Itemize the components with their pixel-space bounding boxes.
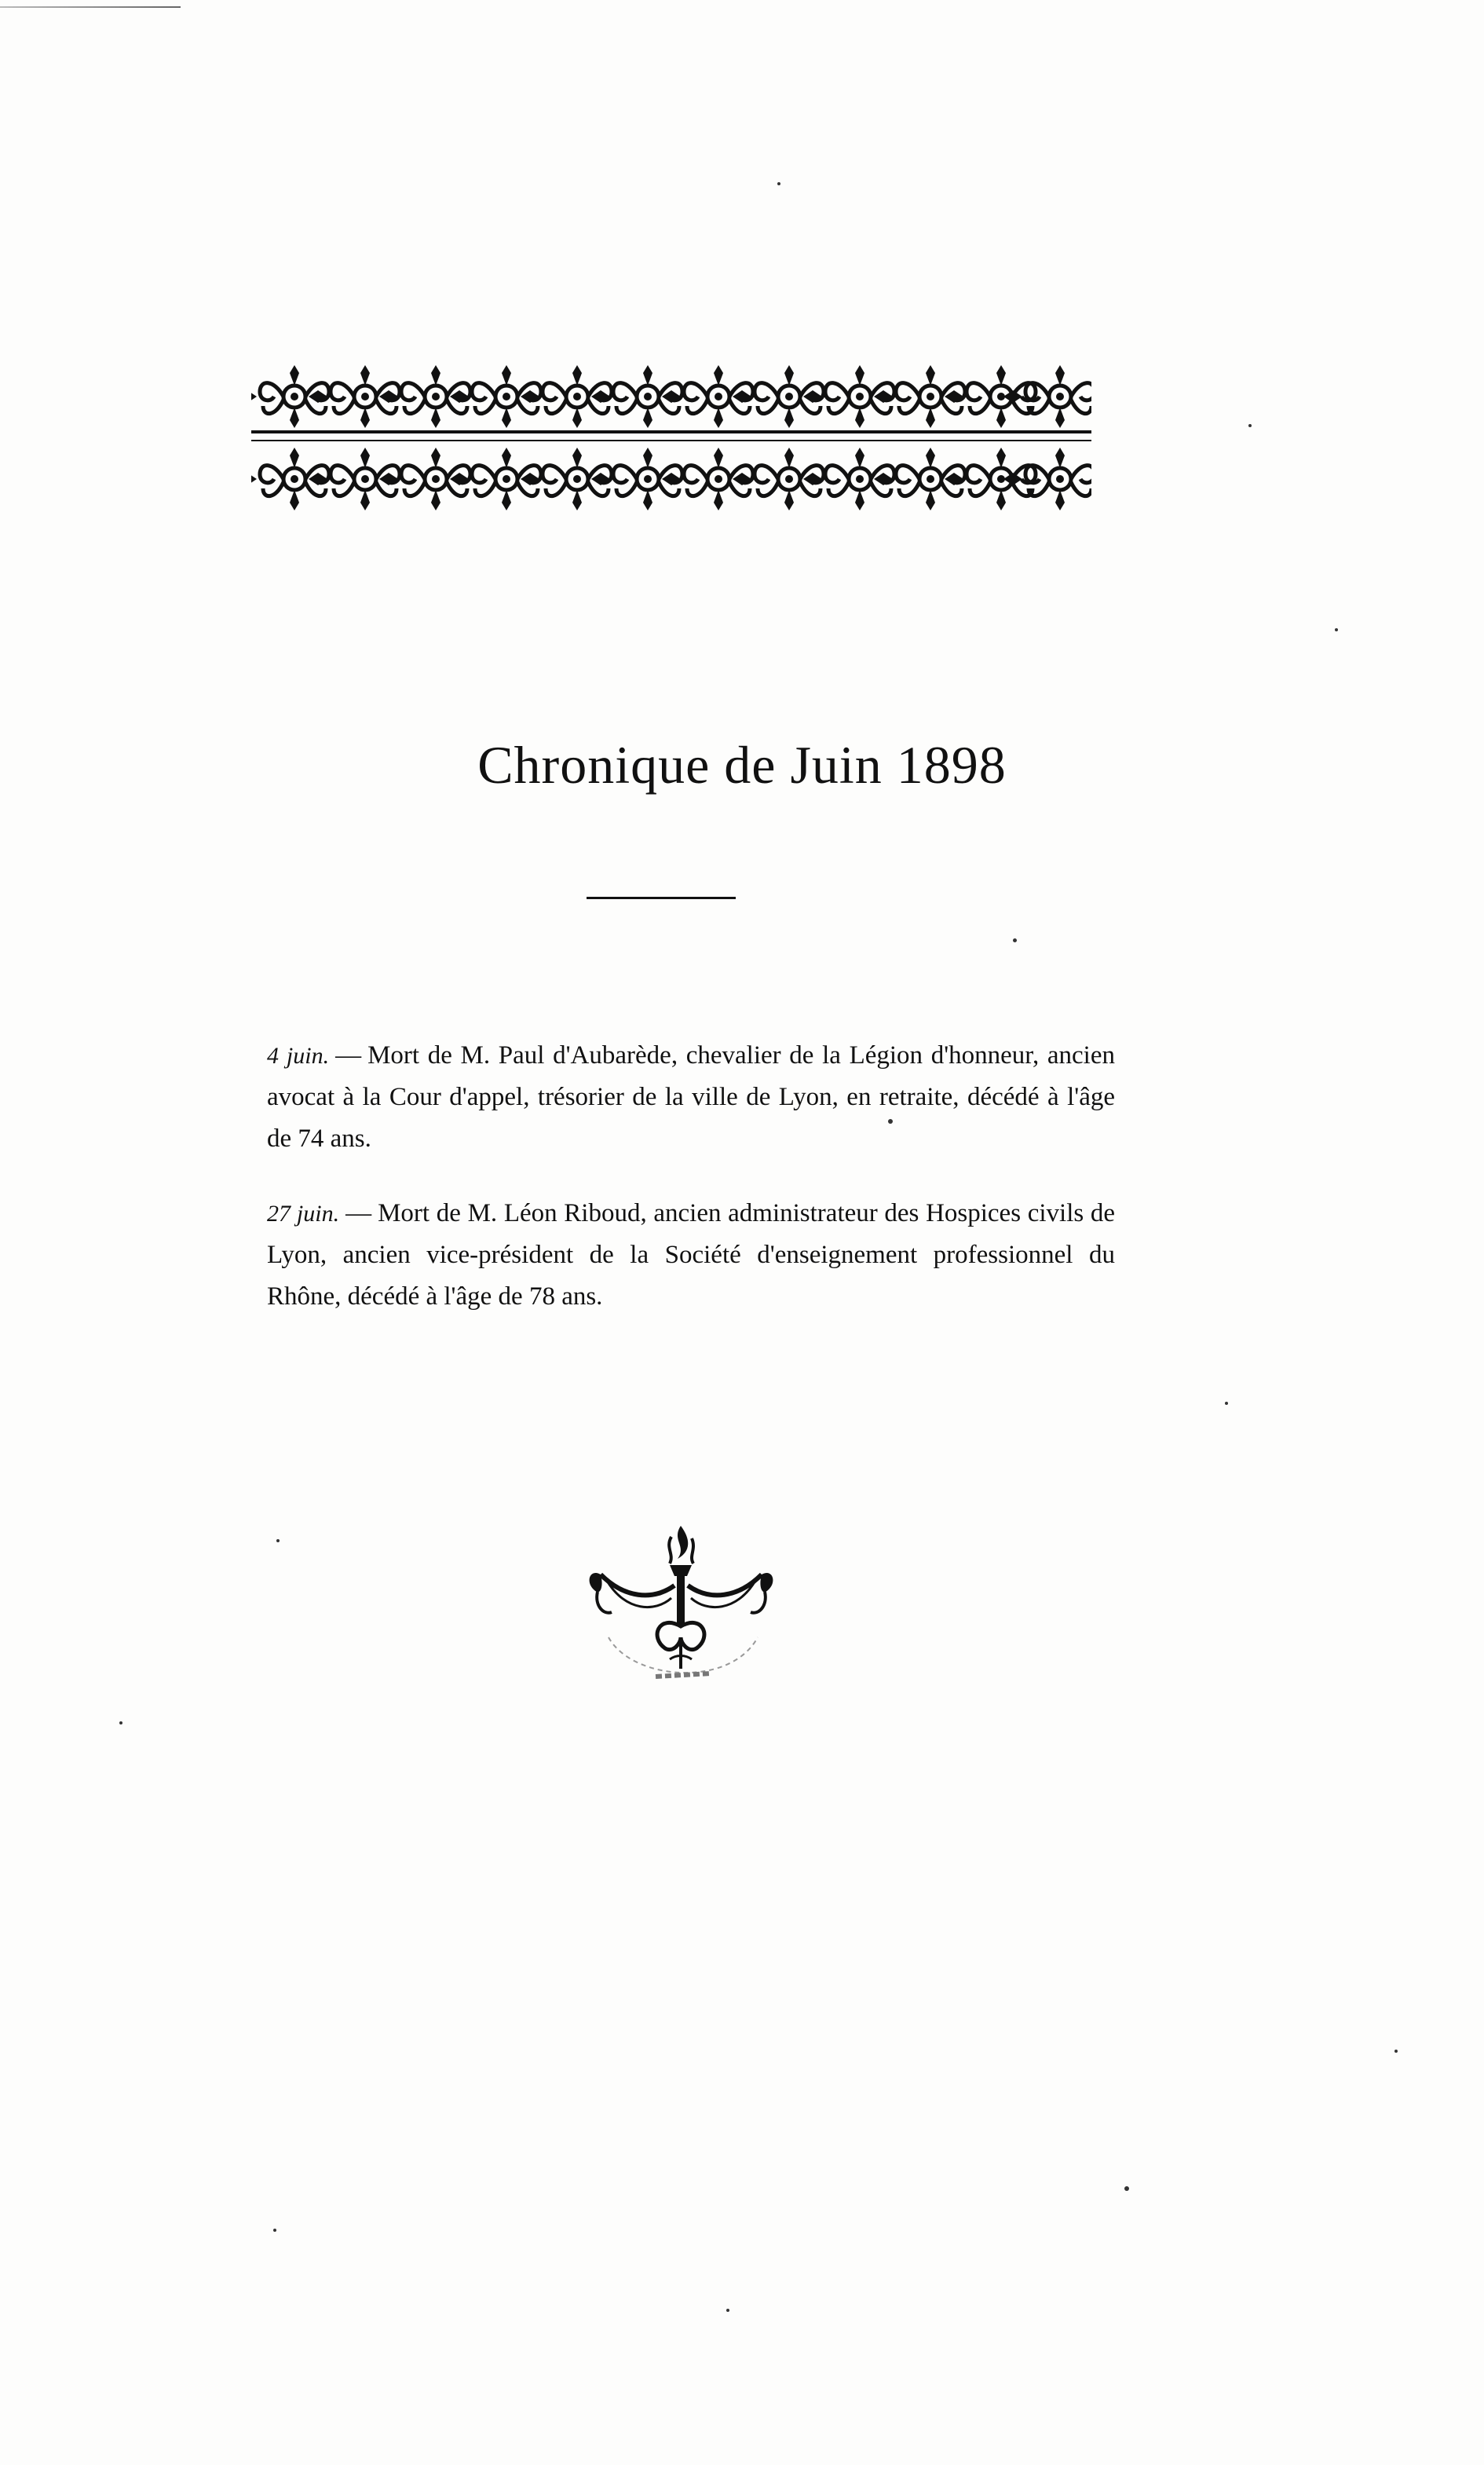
entry-text: Mort de M. Paul d'Aubarède, chevalier de la Légion d'honneur, ancien avocat à la Cour d'appel, trésorier de la ville de Lyon, en retraite, décédé à l'âge de 74 ans. xyxy=(267,1041,1115,1153)
paper-speck xyxy=(1248,424,1252,427)
paper-speck xyxy=(1124,2186,1129,2191)
floral-border-icon xyxy=(251,361,1091,518)
chronicle-entries xyxy=(267,1035,1115,1351)
paper-speck xyxy=(888,1119,893,1124)
chronicle-entry xyxy=(267,1035,1115,1160)
entry-date: 27 juin. xyxy=(267,1201,340,1227)
title-divider xyxy=(587,897,736,899)
chronicle-entry xyxy=(267,1193,1115,1318)
torch-vignette-ornament xyxy=(577,1520,785,1696)
entry-date: 4 juin. xyxy=(267,1043,330,1069)
paper-speck xyxy=(119,1721,122,1724)
paper-speck xyxy=(273,2229,276,2232)
entry-dash: — xyxy=(335,1041,362,1070)
page-title: Chronique de Juin 1898 xyxy=(477,735,1007,795)
paper-speck xyxy=(1013,938,1017,942)
paper-speck xyxy=(777,182,780,185)
paper-speck xyxy=(276,1539,280,1542)
page-edge-mark xyxy=(0,6,181,8)
floral-border-ornament xyxy=(251,361,1091,518)
paper-speck xyxy=(1225,1402,1228,1405)
paper-speck xyxy=(726,2309,729,2312)
paper-speck xyxy=(1335,628,1338,631)
paper-speck xyxy=(1394,2050,1398,2053)
torch-garland-icon xyxy=(577,1520,785,1696)
entry-dash: — xyxy=(345,1199,372,1227)
entry-text: Mort de M. Léon Riboud, ancien administrateur des Hospices civils de Lyon, ancien vice-président de la Société d'enseignement professionnel du Rhône, décédé à l'âge de 78 ans. xyxy=(267,1199,1116,1311)
